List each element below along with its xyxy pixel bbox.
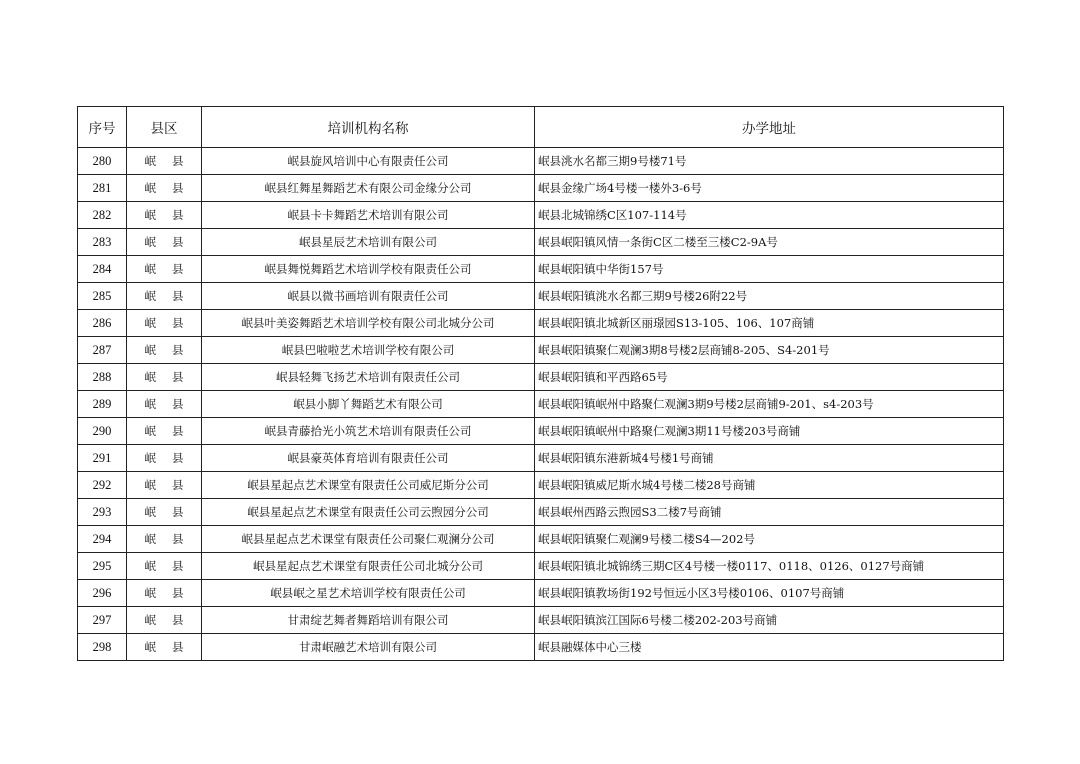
cell-institution-name: 岷县卡卡舞蹈艺术培训有限公司	[202, 202, 535, 229]
cell-county: 岷县	[127, 202, 202, 229]
cell-seq: 297	[78, 607, 127, 634]
table-row	[78, 418, 1004, 445]
cell-county: 岷县	[127, 391, 202, 418]
cell-address: 岷县岷阳镇威尼斯水城4号楼二楼28号商铺	[535, 472, 1004, 499]
cell-county: 岷县	[127, 553, 202, 580]
cell-address: 岷县岷阳镇中华街157号	[535, 256, 1004, 283]
cell-institution-name: 岷县星起点艺术课堂有限责任公司聚仁观澜分公司	[202, 526, 535, 553]
cell-institution-name: 岷县星起点艺术课堂有限责任公司云煦园分公司	[202, 499, 535, 526]
header-county: 县区	[127, 107, 202, 148]
cell-address: 岷县岷阳镇岷州中路聚仁观澜3期9号楼2层商铺9-201、s4-203号	[535, 391, 1004, 418]
table-body	[78, 148, 1004, 661]
cell-county: 岷县	[127, 310, 202, 337]
table-row	[78, 391, 1004, 418]
cell-seq: 290	[78, 418, 127, 445]
table-row	[78, 175, 1004, 202]
cell-institution-name: 岷县轻舞飞扬艺术培训有限责任公司	[202, 364, 535, 391]
table-row	[78, 310, 1004, 337]
training-institution-table	[77, 106, 1004, 661]
table-row	[78, 580, 1004, 607]
cell-address: 岷县岷阳镇洮水名都三期9号楼26附22号	[535, 283, 1004, 310]
cell-county: 岷县	[127, 256, 202, 283]
table-row	[78, 526, 1004, 553]
cell-county: 岷县	[127, 526, 202, 553]
cell-institution-name: 岷县叶美姿舞蹈艺术培训学校有限公司北城分公司	[202, 310, 535, 337]
table-row	[78, 229, 1004, 256]
cell-address: 岷县岷州西路云煦园S3二楼7号商铺	[535, 499, 1004, 526]
cell-institution-name: 岷县岷之星艺术培训学校有限责任公司	[202, 580, 535, 607]
cell-address: 岷县岷阳镇和平西路65号	[535, 364, 1004, 391]
cell-institution-name: 岷县旋风培训中心有限责任公司	[202, 148, 535, 175]
cell-institution-name: 岷县小脚丫舞蹈艺术有限公司	[202, 391, 535, 418]
header-name: 培训机构名称	[202, 107, 535, 148]
cell-seq: 287	[78, 337, 127, 364]
cell-seq: 291	[78, 445, 127, 472]
cell-seq: 280	[78, 148, 127, 175]
table-row	[78, 607, 1004, 634]
cell-address: 岷县岷阳镇风情一条街C区二楼至三楼C2-9A号	[535, 229, 1004, 256]
cell-institution-name: 岷县星起点艺术课堂有限责任公司北城分公司	[202, 553, 535, 580]
cell-institution-name: 岷县星辰艺术培训有限公司	[202, 229, 535, 256]
cell-county: 岷县	[127, 229, 202, 256]
cell-seq: 289	[78, 391, 127, 418]
cell-institution-name: 岷县以微书画培训有限责任公司	[202, 283, 535, 310]
cell-institution-name: 岷县豪英体育培训有限责任公司	[202, 445, 535, 472]
cell-seq: 285	[78, 283, 127, 310]
table-row	[78, 634, 1004, 661]
cell-county: 岷县	[127, 499, 202, 526]
cell-seq: 286	[78, 310, 127, 337]
cell-seq: 284	[78, 256, 127, 283]
cell-address: 岷县岷阳镇岷州中路聚仁观澜3期11号楼203号商铺	[535, 418, 1004, 445]
cell-institution-name: 岷县星起点艺术课堂有限责任公司威尼斯分公司	[202, 472, 535, 499]
cell-county: 岷县	[127, 283, 202, 310]
table-row	[78, 499, 1004, 526]
training-institution-table-page	[77, 106, 1003, 661]
cell-address: 岷县岷阳镇北城锦绣三期C区4号楼一楼0117、0118、0126、0127号商铺	[535, 553, 1004, 580]
cell-address: 岷县金缘广场4号楼一楼外3-6号	[535, 175, 1004, 202]
table-row	[78, 283, 1004, 310]
table-row	[78, 364, 1004, 391]
cell-county: 岷县	[127, 175, 202, 202]
table-header-row	[78, 107, 1004, 148]
cell-county: 岷县	[127, 148, 202, 175]
cell-address: 岷县北城锦绣C区107-114号	[535, 202, 1004, 229]
table-row	[78, 202, 1004, 229]
cell-seq: 292	[78, 472, 127, 499]
cell-seq: 298	[78, 634, 127, 661]
cell-address: 岷县岷阳镇教场街192号恒远小区3号楼0106、0107号商铺	[535, 580, 1004, 607]
cell-seq: 295	[78, 553, 127, 580]
header-address: 办学地址	[535, 107, 1004, 148]
cell-seq: 296	[78, 580, 127, 607]
cell-seq: 288	[78, 364, 127, 391]
table-row	[78, 256, 1004, 283]
table-row	[78, 472, 1004, 499]
cell-address: 岷县融媒体中心三楼	[535, 634, 1004, 661]
cell-county: 岷县	[127, 607, 202, 634]
cell-address: 岷县洮水名都三期9号楼71号	[535, 148, 1004, 175]
cell-county: 岷县	[127, 418, 202, 445]
cell-address: 岷县岷阳镇聚仁观澜9号楼二楼S4—202号	[535, 526, 1004, 553]
table-row	[78, 553, 1004, 580]
cell-institution-name: 甘肃岷融艺术培训有限公司	[202, 634, 535, 661]
cell-address: 岷县岷阳镇聚仁观澜3期8号楼2层商铺8-205、S4-201号	[535, 337, 1004, 364]
cell-county: 岷县	[127, 364, 202, 391]
table-row	[78, 148, 1004, 175]
cell-seq: 281	[78, 175, 127, 202]
cell-seq: 294	[78, 526, 127, 553]
cell-county: 岷县	[127, 472, 202, 499]
cell-county: 岷县	[127, 634, 202, 661]
cell-institution-name: 岷县红舞星舞蹈艺术有限公司金缘分公司	[202, 175, 535, 202]
cell-seq: 282	[78, 202, 127, 229]
table-row	[78, 445, 1004, 472]
header-seq: 序号	[78, 107, 127, 148]
cell-county: 岷县	[127, 580, 202, 607]
cell-county: 岷县	[127, 445, 202, 472]
cell-county: 岷县	[127, 337, 202, 364]
cell-address: 岷县岷阳镇北城新区丽璟园S13-105、106、107商铺	[535, 310, 1004, 337]
cell-seq: 283	[78, 229, 127, 256]
cell-institution-name: 岷县青藤拾光小筑艺术培训有限责任公司	[202, 418, 535, 445]
table-row	[78, 337, 1004, 364]
cell-address: 岷县岷阳镇滨江国际6号楼二楼202-203号商铺	[535, 607, 1004, 634]
cell-seq: 293	[78, 499, 127, 526]
cell-institution-name: 岷县巴啦啦艺术培训学校有限公司	[202, 337, 535, 364]
cell-institution-name: 岷县舞悦舞蹈艺术培训学校有限责任公司	[202, 256, 535, 283]
cell-institution-name: 甘肃绽艺舞者舞蹈培训有限公司	[202, 607, 535, 634]
cell-address: 岷县岷阳镇东港新城4号楼1号商铺	[535, 445, 1004, 472]
